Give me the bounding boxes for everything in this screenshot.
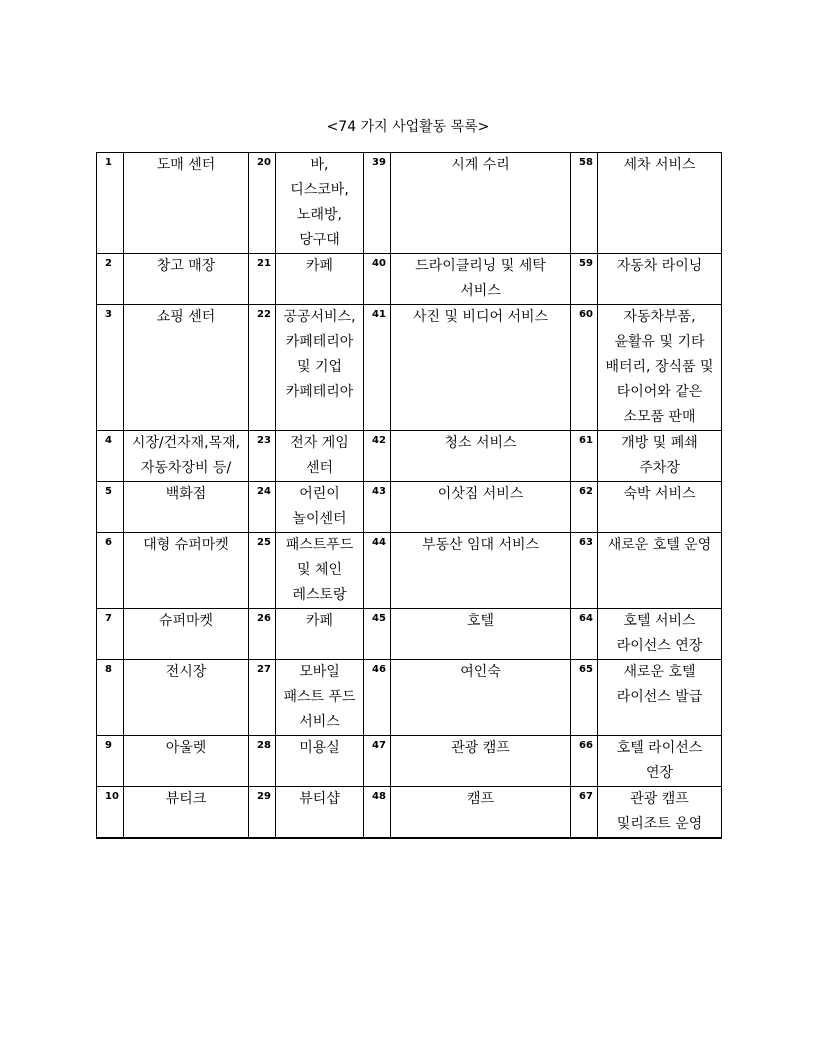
- item-name: 뷰티샵: [276, 787, 364, 839]
- item-name: 여인숙: [391, 660, 571, 736]
- item-name: 자동차 라이닝: [598, 254, 722, 305]
- item-name: 카페: [276, 609, 364, 660]
- business-activity-table: [96, 152, 722, 839]
- item-name: 세차 서비스: [598, 153, 722, 254]
- item-number: 23: [249, 431, 276, 482]
- table-row: [97, 533, 722, 609]
- table-row: [97, 736, 722, 787]
- item-name: 호텔: [391, 609, 571, 660]
- item-number: 41: [364, 305, 391, 431]
- document-title: <74 가지 사업활동 목록>: [326, 119, 490, 135]
- table-row: [97, 254, 722, 305]
- item-number: 21: [249, 254, 276, 305]
- item-name: 도매 센터: [124, 153, 249, 254]
- item-name: 백화점: [124, 482, 249, 533]
- item-name: 바, 디스코바, 노래방, 당구대: [276, 153, 364, 254]
- item-number: 43: [364, 482, 391, 533]
- item-number: 20: [249, 153, 276, 254]
- item-name: 청소 서비스: [391, 431, 571, 482]
- item-number: 1: [97, 153, 124, 254]
- item-number: 44: [364, 533, 391, 609]
- item-number: 39: [364, 153, 391, 254]
- item-number: 42: [364, 431, 391, 482]
- item-number: 22: [249, 305, 276, 431]
- item-name: 숙박 서비스: [598, 482, 722, 533]
- item-name: 시장/건자재,목재, 자동차장비 등/: [124, 431, 249, 482]
- item-name: 개방 및 폐쇄 주차장: [598, 431, 722, 482]
- item-name: 사진 및 비디어 서비스: [391, 305, 571, 431]
- item-number: 5: [97, 482, 124, 533]
- item-number: 29: [249, 787, 276, 839]
- item-name: 드라이클리닝 및 세탁 서비스: [391, 254, 571, 305]
- item-name: 창고 매장: [124, 254, 249, 305]
- item-name: 호텔 라이선스 연장: [598, 736, 722, 787]
- item-number: 26: [249, 609, 276, 660]
- item-number: 62: [571, 482, 598, 533]
- item-name: 모바일 패스트 푸드 서비스: [276, 660, 364, 736]
- item-name: 카페: [276, 254, 364, 305]
- item-name: 자동차부품, 윤활유 및 기타 배터리, 장식품 및 타이어와 같은 소모품 판매: [598, 305, 722, 431]
- item-number: 60: [571, 305, 598, 431]
- item-number: 59: [571, 254, 598, 305]
- table-row: [97, 787, 722, 839]
- item-number: 40: [364, 254, 391, 305]
- item-number: 61: [571, 431, 598, 482]
- item-name: 이삿짐 서비스: [391, 482, 571, 533]
- table-row: [97, 482, 722, 533]
- table-row: [97, 660, 722, 736]
- item-number: 46: [364, 660, 391, 736]
- table-row: [97, 305, 722, 431]
- item-name: 어린이 놀이센터: [276, 482, 364, 533]
- item-name: 캠프: [391, 787, 571, 839]
- item-number: 2: [97, 254, 124, 305]
- item-number: 8: [97, 660, 124, 736]
- item-name: 아울렛: [124, 736, 249, 787]
- item-number: 66: [571, 736, 598, 787]
- item-name: 슈퍼마켓: [124, 609, 249, 660]
- item-name: 공공서비스, 카페테리아 및 기업 카페테리아: [276, 305, 364, 431]
- item-number: 9: [97, 736, 124, 787]
- table-row: [97, 609, 722, 660]
- item-name: 관광 캠프: [391, 736, 571, 787]
- item-number: 28: [249, 736, 276, 787]
- item-number: 7: [97, 609, 124, 660]
- item-name: 관광 캠프 및리조트 운영: [598, 787, 722, 839]
- item-number: 3: [97, 305, 124, 431]
- item-name: 미용실: [276, 736, 364, 787]
- item-number: 10: [97, 787, 124, 839]
- item-number: 45: [364, 609, 391, 660]
- item-number: 4: [97, 431, 124, 482]
- item-name: 시계 수리: [391, 153, 571, 254]
- item-number: 63: [571, 533, 598, 609]
- table-row: [97, 431, 722, 482]
- table-row: [97, 153, 722, 254]
- item-name: 뷰티크: [124, 787, 249, 839]
- item-name: 호텔 서비스 라이선스 연장: [598, 609, 722, 660]
- item-number: 67: [571, 787, 598, 839]
- item-number: 65: [571, 660, 598, 736]
- item-name: 새로운 호텔 운영: [598, 533, 722, 609]
- item-name: 전자 게임 센터: [276, 431, 364, 482]
- item-name: 부동산 임대 서비스: [391, 533, 571, 609]
- item-number: 6: [97, 533, 124, 609]
- item-number: 48: [364, 787, 391, 839]
- item-name: 대형 슈퍼마켓: [124, 533, 249, 609]
- item-number: 64: [571, 609, 598, 660]
- item-number: 24: [249, 482, 276, 533]
- item-number: 58: [571, 153, 598, 254]
- item-number: 47: [364, 736, 391, 787]
- item-number: 25: [249, 533, 276, 609]
- item-name: 새로운 호텔 라이선스 발급: [598, 660, 722, 736]
- item-name: 패스트푸드 및 체인 레스토랑: [276, 533, 364, 609]
- item-name: 전시장: [124, 660, 249, 736]
- item-name: 쇼핑 센터: [124, 305, 249, 431]
- item-number: 27: [249, 660, 276, 736]
